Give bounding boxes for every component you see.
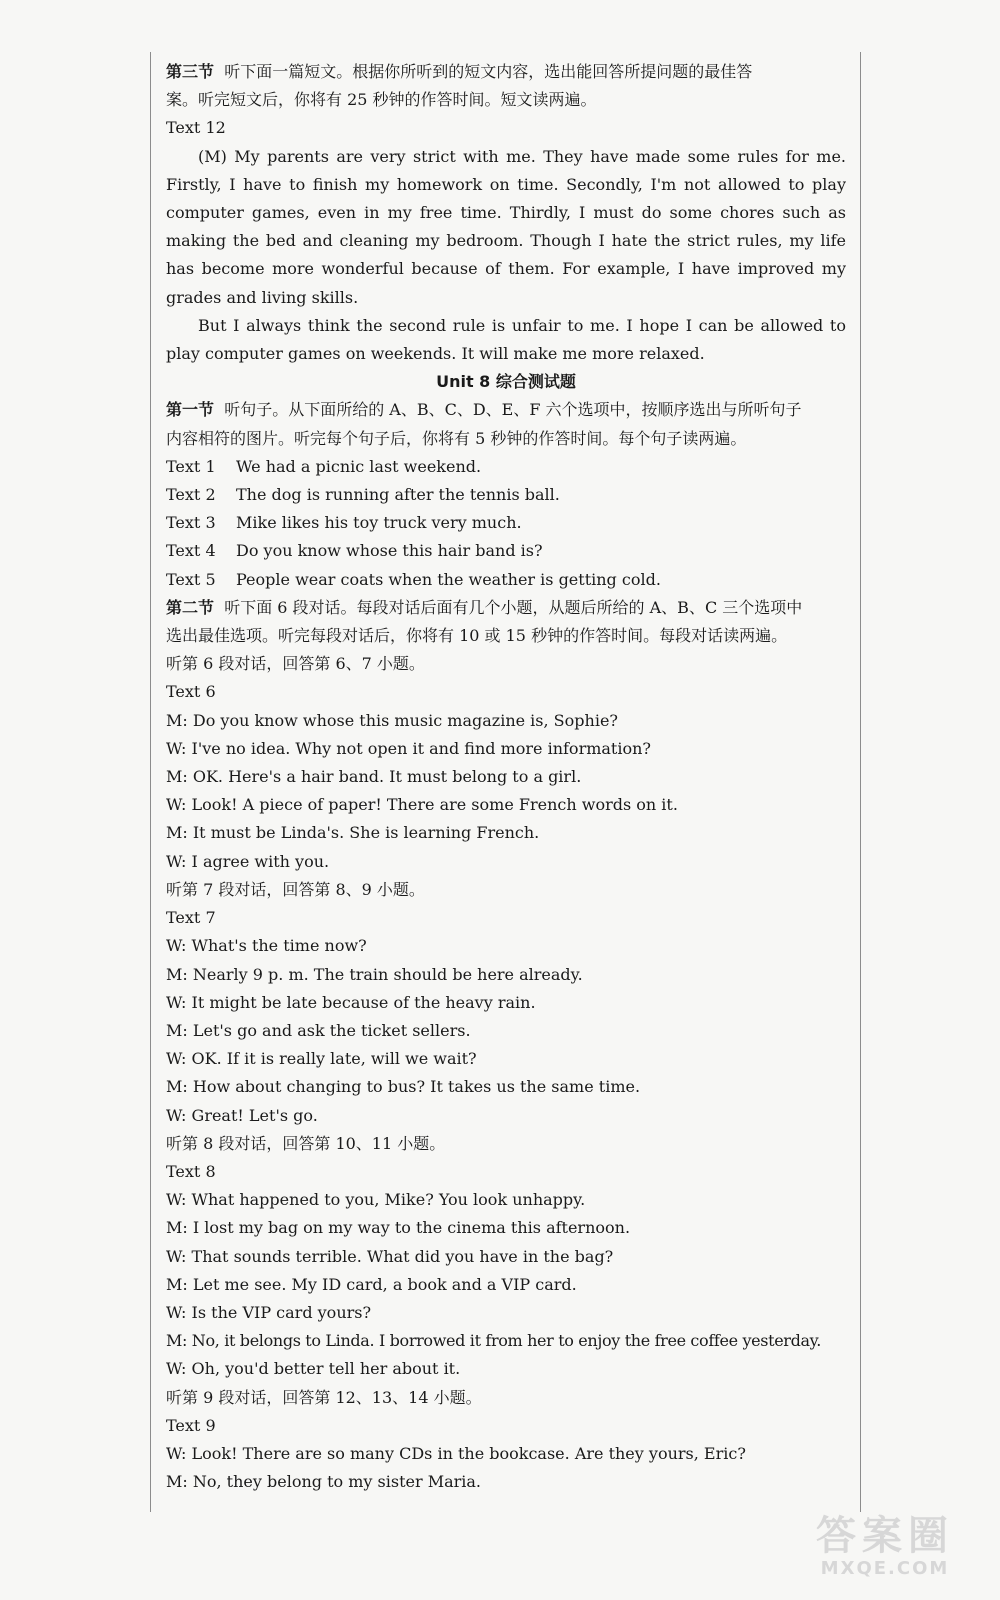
dialog-line: W: Oh, you'd better tell her about it. — [166, 1359, 461, 1379]
dialog-line: W: OK. If it is really late, will we wait? — [166, 1049, 477, 1069]
dialog8-label: Text 8 — [166, 1161, 216, 1181]
section1-instruction-line1: 第一节 听句子。从下面所给的 A、B、C、D、E、F 六个选项中，按顺序选出与所听句子 — [166, 400, 802, 420]
dialog-line: M: Nearly 9 p. m. The train should be here already. — [166, 964, 583, 984]
watermark-line1: 答案圈 — [816, 1513, 954, 1559]
section2-heading: 第二节 — [166, 597, 215, 617]
section3-heading: 第三节 — [166, 62, 215, 81]
dialog-line: M: Let's go and ask the ticket sellers. — [166, 1020, 471, 1040]
left-margin-rule — [150, 52, 151, 1512]
section3-instruction-line2: 案。听完短文后，你将有 25 秒钟的作答时间。短文读两遍。 — [166, 90, 597, 110]
dialog-line: M: Do you know whose this music magazine is, Sophie? — [166, 710, 618, 730]
section1-instruction-line2: 内容相符的图片。听完每个句子后，你将有 5 秒钟的作答时间。每个句子读两遍。 — [166, 428, 747, 448]
unit-title: Unit 8 综合测试题 — [436, 372, 576, 392]
text-item-5: Text 5 People wear coats when the weather is getting cold. — [166, 569, 661, 589]
text-item-2: Text 2 The dog is running after the tennis ball. — [166, 485, 560, 505]
right-margin-rule — [860, 52, 861, 1512]
dialog-line: W: What happened to you, Mike? You look unhappy. — [166, 1190, 586, 1210]
text-item-1: Text 1 We had a picnic last weekend. — [166, 456, 482, 476]
dialog-line: W: Look! There are so many CDs in the bookcase. Are they yours, Eric? — [166, 1443, 746, 1463]
text12-label: Text 12 — [166, 118, 226, 138]
dialog7-label: Text 7 — [166, 908, 216, 928]
watermark-line2: MXQE.COM — [820, 1558, 950, 1579]
dialog-line: W: I agree with you. — [166, 851, 330, 871]
dialog-line: M: No, it belongs to Linda. I borrowed it from her to enjoy the free coffee yesterday. — [166, 1331, 821, 1351]
dialog-line: W: I've no idea. Why not open it and find more information? — [166, 738, 651, 758]
dialog-line: W: Is the VIP card yours? — [166, 1302, 372, 1322]
dialog6-intro: 听第 6 段对话，回答第 6、7 小题。 — [166, 654, 425, 674]
watermark-logo — [790, 1514, 980, 1584]
dialog-line: M: It must be Linda's. She is learning French. — [166, 823, 540, 843]
text-item-3: Text 3 Mike likes his toy truck very much. — [166, 513, 522, 533]
dialog-line: W: Great! Let's go. — [166, 1105, 318, 1125]
dialog-line: M: No, they belong to my sister Maria. — [166, 1472, 482, 1492]
dialog9-intro: 听第 9 段对话，回答第 12、13、14 小题。 — [166, 1387, 482, 1407]
passage-paragraph-2: But I always think the second rule is unfair to me. I hope I can be allowed to play computer games on weekends. It will make me more relaxed. — [166, 315, 846, 364]
dialog-line: W: That sounds terrible. What did you have in the bag? — [166, 1246, 614, 1266]
text-item-4: Text 4 Do you know whose this hair band is? — [166, 541, 543, 561]
dialog-line: M: I lost my bag on my way to the cinema this afternoon. — [166, 1218, 631, 1238]
dialog7-intro: 听第 7 段对话，回答第 8、9 小题。 — [166, 879, 425, 899]
dialog-line: M: How about changing to bus? It takes us the same time. — [166, 1077, 641, 1097]
section3-instruction-line1: 第三节 听下面一篇短文。根据你所听到的短文内容，选出能回答所提问题的最佳答 — [166, 62, 753, 81]
dialog-line: W: It might be late because of the heavy rain. — [166, 992, 536, 1012]
passage-paragraph-1: (M) My parents are very strict with me. They have made some rules for me. Firstly, I have to finish my homework on time. Secondly, I'm not allowed to play computer games, even in my free time. Thirdly, I must do some chores such as making the bed and cleaning my bedroom. Though I hate the strict rules, my life has become more wonderful because of them. For example, I have improved my grades and living skills. — [166, 146, 846, 307]
page-content — [166, 58, 846, 1496]
dialog8-intro: 听第 8 段对话，回答第 10、11 小题。 — [166, 1133, 446, 1153]
section2-instruction-line1: 第二节 听下面 6 段对话。每段对话后面有几个小题，从题后所给的 A、B、C 三个选项中 — [166, 597, 803, 617]
section1-heading: 第一节 — [166, 400, 215, 420]
dialog-line: M: Let me see. My ID card, a book and a VIP card. — [166, 1274, 577, 1294]
dialog-line: M: OK. Here's a hair band. It must belong to a girl. — [166, 767, 582, 787]
section2-instruction-line2: 选出最佳选项。听完每段对话后，你将有 10 或 15 秒钟的作答时间。每段对话读两遍。 — [166, 626, 788, 646]
dialog-line: W: Look! A piece of paper! There are some French words on it. — [166, 795, 678, 815]
dialog6-label: Text 6 — [166, 682, 216, 702]
dialog9-label: Text 9 — [166, 1415, 216, 1435]
dialog-line: W: What's the time now? — [166, 936, 367, 956]
